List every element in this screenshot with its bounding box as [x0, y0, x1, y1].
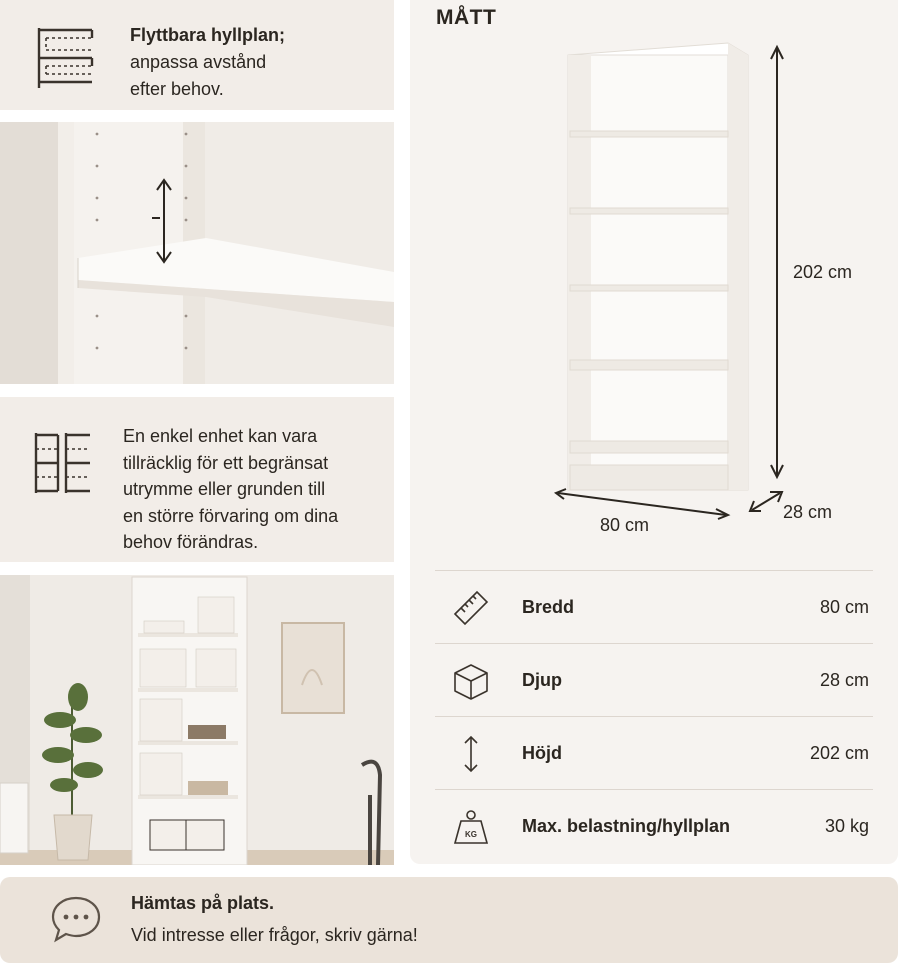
feature1-line2: anpassa avstånd: [130, 52, 267, 72]
box-icon: [451, 661, 491, 701]
spec-label: Max. belastning/hyllplan: [522, 816, 731, 836]
feature2-line-5: behov förändras.: [123, 532, 259, 552]
spec-label: Djup: [522, 670, 562, 690]
dimensions-panel: [410, 0, 898, 864]
svg-text:KG: KG: [465, 830, 477, 839]
specs-list: [435, 570, 873, 862]
feature-adjustable-shelves: [0, 0, 394, 110]
spec-value: 80 cm: [819, 597, 869, 617]
feature2-line-2: tillräcklig för ett begränsat: [123, 452, 329, 473]
spec-value: 202 cm: [809, 743, 869, 763]
contact-text: Vid intresse eller frågor, skriv gärna!: [131, 925, 418, 945]
spec-label: Bredd: [522, 597, 575, 617]
contact-title: Hämtas på plats.: [131, 893, 275, 913]
vertical-arrows-icon: [451, 734, 491, 774]
ruler-icon: [451, 588, 491, 628]
feature1-title: Flyttbara hyllplan;: [130, 25, 286, 45]
depth-dimension-label: 28 cm: [783, 502, 833, 522]
bookcase-diagram: [540, 35, 840, 535]
feature2-line-1: En enkel enhet kan vara: [123, 426, 318, 446]
feature2-line-3: utrymme eller grunden till: [123, 479, 326, 499]
modular-shelves-icon: [32, 429, 94, 495]
spec-value: 30 kg: [824, 816, 869, 836]
chat-bubble-icon: [50, 895, 102, 943]
shelf-closeup-photo: [0, 122, 394, 384]
spec-row-width: [435, 570, 873, 643]
feature2-line-4: en större förvaring om dina: [123, 505, 339, 526]
spec-value: 28 cm: [819, 670, 869, 690]
spec-row-height: [435, 716, 873, 789]
room-with-bookcase-photo: [0, 575, 394, 865]
adjustable-shelf-icon: [34, 24, 96, 90]
feature-modular: [0, 397, 394, 562]
spec-row-load: [435, 789, 873, 862]
spec-row-depth: [435, 643, 873, 716]
weight-icon: [451, 807, 491, 847]
dimensions-title: MÅTT: [436, 6, 497, 29]
width-dimension-label: 80 cm: [600, 515, 650, 535]
contact-banner: [0, 877, 898, 963]
height-dimension-label: 202 cm: [793, 262, 853, 282]
feature1-line3: efter behov.: [130, 79, 224, 99]
spec-label: Höjd: [522, 743, 562, 763]
